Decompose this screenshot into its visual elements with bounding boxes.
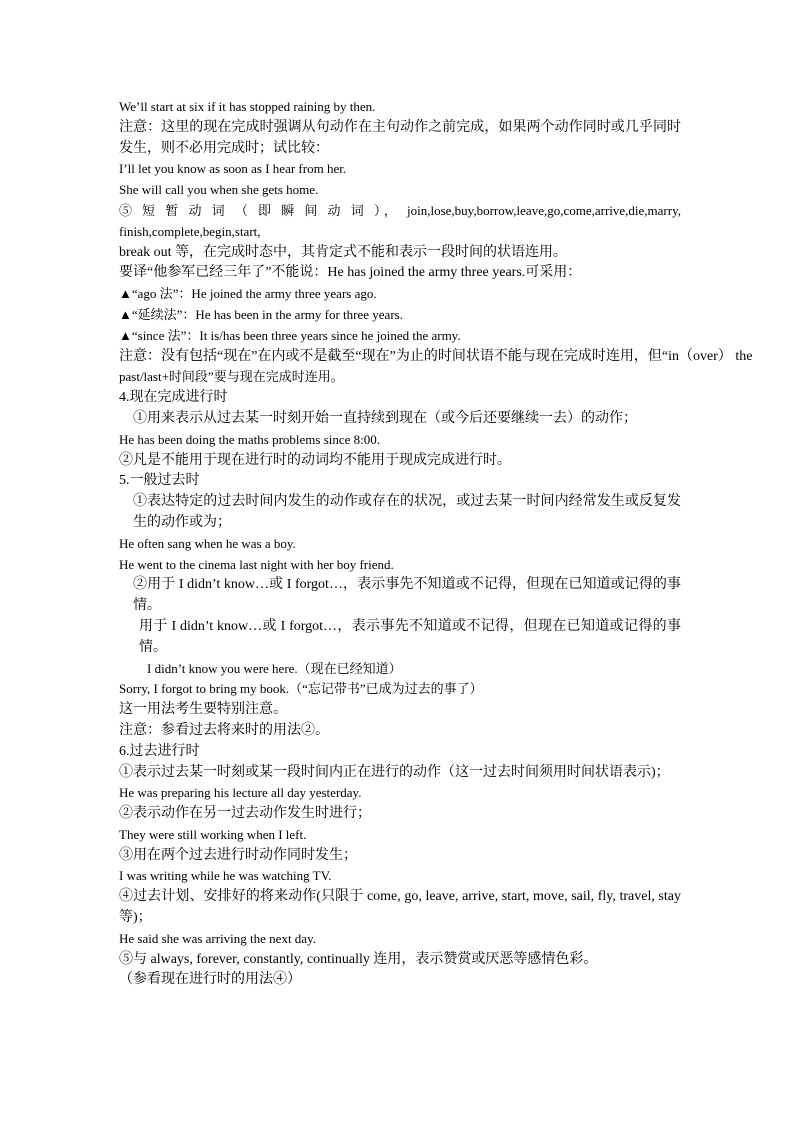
cross-reference: （参看现在进行时的用法④）	[119, 972, 301, 988]
bullet-item: ▲“延续法”：He has been in the army for three years.	[119, 306, 403, 322]
note-paragraph: 注意：这里的现在完成时强调从句动作在主句动作之前完成，如果两个动作同时或几乎同时发生，则不必用完成时；试比较：	[119, 119, 681, 156]
rule-paragraph: 要译“他参军已经三年了”不能说：He has joined the army three years.可采用：	[119, 265, 582, 281]
example-sentence: I’ll let you know as soon as I hear from her.	[119, 161, 347, 177]
rule-paragraph: 这一用法考生要特别注意。	[119, 702, 287, 718]
rule-paragraph: ②凡是不能用于现在进行时的动词均不能用于现成完成进行时。	[119, 452, 511, 468]
section-heading: 6.过去进行时	[119, 743, 200, 759]
example-sentence: He was preparing his lecture all day yesterday.	[119, 785, 362, 801]
rule-paragraph: 用于 I didn’t know…或 I forgot…，表示事先不知道或不记得，但现在已知道或记得的事情。	[139, 618, 681, 655]
example-sentence: He went to the cinema last night with her boy friend.	[119, 556, 394, 572]
rule-paragraph: ⑤ 短 暂 动 词 （ 即 瞬 间 动 词 ）， join,lose,buy,borrow,leave,go,come,arrive,die,marry, finish,complete,begin,start,	[119, 202, 681, 239]
rule-paragraph: ②表示动作在另一过去动作发生时进行；	[119, 806, 371, 822]
rule-paragraph: ③用在两个过去进行时动作同时发生；	[119, 847, 357, 863]
example-sentence: She will call you when she gets home.	[119, 182, 319, 198]
section-heading: 4.现在完成进行时	[119, 390, 228, 406]
example-sentence: I didn’t know you were here.（现在已经知道）	[147, 660, 402, 676]
bullet-item: ▲“since 法”：It is/has been three years since he joined the army.	[119, 327, 461, 343]
rule-paragraph: ⑤与 always, forever, constantly, continually 连用，表示赞赏或厌恶等感情色彩。	[119, 951, 598, 967]
rule-paragraph: ①用来表示从过去某一时刻开始一直持续到现在（或今后还要继续一去）的动作；	[133, 410, 637, 426]
rule-paragraph: ④过去计划、安排好的将来动作(只限于 come, go, leave, arrive, start, move, sail, fly, travel, stay 等)；	[119, 889, 681, 926]
example-sentence: He said she was arriving the next day.	[119, 930, 316, 946]
document-page	[119, 97, 753, 991]
rule-paragraph: ②用于 I didn’t know…或 I forgot…，表示事先不知道或不记得，但现在已知道或记得的事情。	[133, 577, 681, 614]
example-sentence: He often sang when he was a boy.	[119, 535, 296, 551]
example-sentence: I was writing while he was watching TV.	[119, 868, 332, 884]
example-sentence: They were still working when I left.	[119, 826, 307, 842]
rule-paragraph: ①表达特定的过去时间内发生的动作或存在的状况，或过去某一时间内经常发生或反复发生的动作或为；	[133, 494, 681, 530]
note-paragraph: 注意：参看过去将来时的用法②。	[119, 722, 329, 738]
rule-paragraph: ①表示过去某一时刻或某一段时间内正在进行的动作（这一过去时间须用时间状语表示)；	[119, 764, 670, 780]
bullet-item: ▲“ago 法”：He joined the army three years ago.	[119, 286, 377, 302]
rule-paragraph: break out 等，在完成时态中，其肯定式不能和表示一段时间的状语连用。	[119, 244, 567, 260]
note-paragraph: 注意：没有包括“现在”在内或不是截至“现在”为止的时间状语不能与现在完成时连用，但“in（over） the	[119, 348, 753, 364]
note-paragraph: past/last+时间段”要与现在完成时连用。	[119, 369, 344, 385]
example-sentence: We’ll start at six if it has stopped raining by then.	[119, 99, 376, 114]
example-sentence: He has been doing the maths problems since 8:00.	[119, 431, 381, 447]
section-heading: 5.一般过去时	[119, 473, 200, 489]
example-sentence: Sorry, I forgot to bring my book.（“忘记带书”已成为过去的事了）	[119, 681, 483, 697]
